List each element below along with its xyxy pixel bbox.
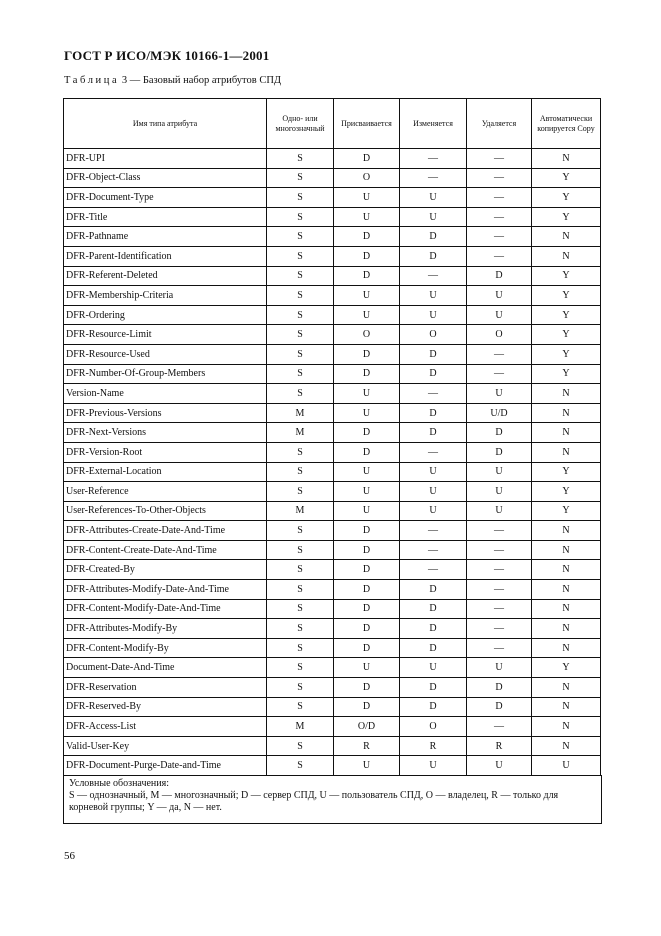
cell-modified: O — [400, 325, 467, 345]
cell-auto-copy: N — [532, 521, 601, 541]
cell-modified: O — [400, 717, 467, 737]
cell-attribute-name: DFR-Object-Class — [64, 168, 267, 188]
cell-attribute-name: DFR-Resource-Limit — [64, 325, 267, 345]
cell-assigned: U — [334, 462, 400, 482]
cell-auto-copy: Y — [532, 364, 601, 384]
table-row — [64, 521, 601, 541]
cell-deleted: U — [467, 286, 532, 306]
cell-modified: D — [400, 599, 467, 619]
cell-auto-copy: Y — [532, 305, 601, 325]
cell-deleted: O — [467, 325, 532, 345]
cell-attribute-name: DFR-Reserved-By — [64, 697, 267, 717]
cell-auto-copy: N — [532, 580, 601, 600]
cell-attribute-name: DFR-UPI — [64, 149, 267, 169]
cell-assigned: D — [334, 364, 400, 384]
table-caption-title: 3 — Базовый набор атрибутов СПД — [121, 75, 282, 86]
cell-multiplicity: S — [267, 697, 334, 717]
attributes-table — [63, 98, 601, 776]
cell-deleted: — — [467, 560, 532, 580]
page-number: 56 — [64, 850, 75, 862]
cell-attribute-name: DFR-Content-Create-Date-And-Time — [64, 540, 267, 560]
cell-attribute-name: DFR-Content-Modify-By — [64, 638, 267, 658]
cell-auto-copy: N — [532, 384, 601, 404]
cell-auto-copy: Y — [532, 325, 601, 345]
cell-auto-copy: Y — [532, 482, 601, 502]
cell-attribute-name: DFR-Parent-Identification — [64, 246, 267, 266]
cell-deleted: U — [467, 501, 532, 521]
cell-deleted: R — [467, 736, 532, 756]
table-row — [64, 325, 601, 345]
legend-notes — [63, 775, 602, 824]
header-attribute-name: Имя типа атрибута — [64, 99, 267, 149]
cell-assigned: D — [334, 521, 400, 541]
table-row — [64, 736, 601, 756]
cell-deleted: — — [467, 619, 532, 639]
table-row — [64, 286, 601, 306]
cell-deleted: — — [467, 580, 532, 600]
cell-assigned: U — [334, 188, 400, 208]
cell-deleted: — — [467, 246, 532, 266]
cell-attribute-name: Valid-User-Key — [64, 736, 267, 756]
cell-assigned: U — [334, 482, 400, 502]
cell-attribute-name: DFR-Title — [64, 207, 267, 227]
cell-modified: — — [400, 560, 467, 580]
table-caption — [64, 75, 281, 86]
table-row — [64, 717, 601, 737]
cell-multiplicity: S — [267, 560, 334, 580]
cell-deleted: — — [467, 638, 532, 658]
cell-multiplicity: S — [267, 540, 334, 560]
cell-attribute-name: DFR-Document-Type — [64, 188, 267, 208]
table-row — [64, 638, 601, 658]
cell-auto-copy: Y — [532, 344, 601, 364]
cell-modified: U — [400, 658, 467, 678]
cell-assigned: U — [334, 305, 400, 325]
cell-assigned: U — [334, 384, 400, 404]
cell-assigned: D — [334, 697, 400, 717]
cell-multiplicity: S — [267, 580, 334, 600]
cell-deleted: — — [467, 364, 532, 384]
cell-deleted: — — [467, 521, 532, 541]
cell-modified: — — [400, 168, 467, 188]
header-assigned: Присваивается — [334, 99, 400, 149]
cell-multiplicity: S — [267, 482, 334, 502]
cell-assigned: D — [334, 638, 400, 658]
table-body — [64, 149, 601, 776]
cell-modified: D — [400, 364, 467, 384]
legend-text: S — однозначный, М — многозначный; D — сервер СПД, U — пользователь СПД, О — владелец, R — только для корневой группы; Y — да, N — нет. — [69, 790, 559, 813]
cell-auto-copy: N — [532, 227, 601, 247]
cell-modified: D — [400, 580, 467, 600]
cell-deleted: U — [467, 305, 532, 325]
cell-deleted: — — [467, 168, 532, 188]
cell-multiplicity: S — [267, 188, 334, 208]
table-row — [64, 423, 601, 443]
table-row — [64, 678, 601, 698]
cell-modified: U — [400, 207, 467, 227]
table-row — [64, 442, 601, 462]
cell-deleted: D — [467, 678, 532, 698]
cell-modified: U — [400, 462, 467, 482]
table-row — [64, 560, 601, 580]
table-row — [64, 305, 601, 325]
cell-auto-copy: N — [532, 736, 601, 756]
cell-multiplicity: S — [267, 325, 334, 345]
cell-multiplicity: S — [267, 658, 334, 678]
table-row — [64, 188, 601, 208]
cell-attribute-name: DFR-Number-Of-Group-Members — [64, 364, 267, 384]
cell-modified: U — [400, 482, 467, 502]
cell-multiplicity: S — [267, 305, 334, 325]
cell-attribute-name: DFR-Membership-Criteria — [64, 286, 267, 306]
cell-auto-copy: N — [532, 149, 601, 169]
document-header: ГОСТ Р ИСО/МЭК 10166-1—2001 — [64, 48, 270, 63]
table-header-row — [64, 99, 601, 149]
cell-auto-copy: N — [532, 619, 601, 639]
table-row — [64, 227, 601, 247]
cell-deleted: U — [467, 462, 532, 482]
cell-attribute-name: DFR-Referent-Deleted — [64, 266, 267, 286]
cell-auto-copy: Y — [532, 286, 601, 306]
cell-auto-copy: N — [532, 246, 601, 266]
cell-auto-copy: N — [532, 678, 601, 698]
cell-assigned: D — [334, 423, 400, 443]
header-modified: Изменяется — [400, 99, 467, 149]
table-row — [64, 658, 601, 678]
cell-attribute-name: DFR-Next-Versions — [64, 423, 267, 443]
cell-modified: U — [400, 188, 467, 208]
table-row — [64, 149, 601, 169]
cell-attribute-name: User-References-To-Other-Objects — [64, 501, 267, 521]
cell-multiplicity: M — [267, 501, 334, 521]
cell-auto-copy: Y — [532, 266, 601, 286]
table-row — [64, 462, 601, 482]
cell-auto-copy: Y — [532, 462, 601, 482]
cell-assigned: D — [334, 149, 400, 169]
cell-assigned: D — [334, 560, 400, 580]
cell-deleted: U — [467, 384, 532, 404]
cell-deleted: U — [467, 482, 532, 502]
cell-multiplicity: S — [267, 364, 334, 384]
cell-deleted: — — [467, 717, 532, 737]
cell-multiplicity: S — [267, 344, 334, 364]
cell-attribute-name: Document-Date-And-Time — [64, 658, 267, 678]
cell-assigned: U — [334, 756, 400, 776]
cell-modified: R — [400, 736, 467, 756]
header-multiplicity: Одно- или многозначный — [267, 99, 334, 149]
cell-modified: D — [400, 678, 467, 698]
table-row — [64, 403, 601, 423]
cell-assigned: D — [334, 227, 400, 247]
cell-assigned: U — [334, 658, 400, 678]
cell-multiplicity: S — [267, 246, 334, 266]
cell-assigned: U — [334, 403, 400, 423]
legend-title: Условные обозначения: — [69, 778, 170, 789]
cell-deleted: D — [467, 697, 532, 717]
table-row — [64, 599, 601, 619]
cell-attribute-name: Version-Name — [64, 384, 267, 404]
cell-attribute-name: DFR-Version-Root — [64, 442, 267, 462]
cell-auto-copy: Y — [532, 501, 601, 521]
table-row — [64, 501, 601, 521]
cell-deleted: — — [467, 207, 532, 227]
cell-assigned: D — [334, 442, 400, 462]
cell-multiplicity: S — [267, 599, 334, 619]
cell-attribute-name: DFR-Access-List — [64, 717, 267, 737]
cell-attribute-name: DFR-Content-Modify-Date-And-Time — [64, 599, 267, 619]
cell-attribute-name: DFR-Attributes-Modify-By — [64, 619, 267, 639]
cell-multiplicity: S — [267, 207, 334, 227]
cell-auto-copy: Y — [532, 188, 601, 208]
cell-auto-copy: N — [532, 540, 601, 560]
cell-auto-copy: N — [532, 697, 601, 717]
table-row — [64, 266, 601, 286]
cell-deleted: U — [467, 756, 532, 776]
cell-modified: — — [400, 521, 467, 541]
cell-deleted: D — [467, 423, 532, 443]
cell-deleted: U/D — [467, 403, 532, 423]
cell-modified: D — [400, 638, 467, 658]
cell-attribute-name: DFR-Reservation — [64, 678, 267, 698]
cell-auto-copy: Y — [532, 168, 601, 188]
cell-auto-copy: Y — [532, 207, 601, 227]
cell-assigned: U — [334, 207, 400, 227]
cell-attribute-name: DFR-Previous-Versions — [64, 403, 267, 423]
cell-auto-copy: N — [532, 442, 601, 462]
table-row — [64, 697, 601, 717]
cell-attribute-name: DFR-Resource-Used — [64, 344, 267, 364]
cell-multiplicity: S — [267, 462, 334, 482]
table-row — [64, 344, 601, 364]
cell-modified: U — [400, 286, 467, 306]
cell-assigned: R — [334, 736, 400, 756]
cell-deleted: — — [467, 599, 532, 619]
cell-assigned: D — [334, 599, 400, 619]
cell-attribute-name: DFR-Attributes-Modify-Date-And-Time — [64, 580, 267, 600]
cell-multiplicity: S — [267, 442, 334, 462]
cell-deleted: — — [467, 344, 532, 364]
cell-assigned: D — [334, 540, 400, 560]
cell-multiplicity: S — [267, 756, 334, 776]
cell-attribute-name: DFR-Attributes-Create-Date-And-Time — [64, 521, 267, 541]
cell-multiplicity: S — [267, 678, 334, 698]
cell-auto-copy: Y — [532, 658, 601, 678]
cell-multiplicity: M — [267, 423, 334, 443]
header-auto-copy: Автоматически копируется Copy — [532, 99, 601, 149]
cell-modified: — — [400, 149, 467, 169]
cell-deleted: — — [467, 540, 532, 560]
cell-assigned: U — [334, 501, 400, 521]
cell-attribute-name: DFR-Pathname — [64, 227, 267, 247]
cell-multiplicity: S — [267, 149, 334, 169]
cell-modified: — — [400, 540, 467, 560]
table-row — [64, 168, 601, 188]
cell-multiplicity: M — [267, 403, 334, 423]
cell-assigned: D — [334, 678, 400, 698]
table-row — [64, 207, 601, 227]
cell-modified: D — [400, 344, 467, 364]
cell-attribute-name: DFR-External-Location — [64, 462, 267, 482]
cell-assigned: U — [334, 286, 400, 306]
cell-deleted: — — [467, 227, 532, 247]
table-row — [64, 756, 601, 776]
table-caption-label: Таблица — [64, 75, 120, 86]
table-row — [64, 482, 601, 502]
cell-modified: — — [400, 266, 467, 286]
cell-assigned: D — [334, 619, 400, 639]
cell-modified: D — [400, 227, 467, 247]
cell-modified: D — [400, 403, 467, 423]
cell-deleted: U — [467, 658, 532, 678]
cell-attribute-name: DFR-Ordering — [64, 305, 267, 325]
table-row — [64, 580, 601, 600]
table-row — [64, 384, 601, 404]
table-row — [64, 364, 601, 384]
cell-multiplicity: M — [267, 717, 334, 737]
cell-assigned: D — [334, 266, 400, 286]
cell-multiplicity: S — [267, 286, 334, 306]
cell-attribute-name: DFR-Document-Purge-Date-and-Time — [64, 756, 267, 776]
cell-modified: — — [400, 442, 467, 462]
cell-multiplicity: S — [267, 619, 334, 639]
cell-assigned: D — [334, 246, 400, 266]
cell-multiplicity: S — [267, 638, 334, 658]
cell-multiplicity: S — [267, 736, 334, 756]
cell-auto-copy: N — [532, 638, 601, 658]
cell-assigned: O/D — [334, 717, 400, 737]
cell-auto-copy: N — [532, 423, 601, 443]
cell-modified: D — [400, 697, 467, 717]
table-row — [64, 246, 601, 266]
cell-modified: U — [400, 756, 467, 776]
table-row — [64, 619, 601, 639]
cell-auto-copy: N — [532, 599, 601, 619]
cell-deleted: — — [467, 188, 532, 208]
cell-multiplicity: S — [267, 521, 334, 541]
cell-multiplicity: S — [267, 168, 334, 188]
cell-auto-copy: U — [532, 756, 601, 776]
cell-auto-copy: N — [532, 403, 601, 423]
table-row — [64, 540, 601, 560]
cell-attribute-name: DFR-Created-By — [64, 560, 267, 580]
cell-assigned: O — [334, 325, 400, 345]
cell-modified: D — [400, 246, 467, 266]
cell-multiplicity: S — [267, 266, 334, 286]
cell-assigned: D — [334, 580, 400, 600]
header-deleted: Удаляется — [467, 99, 532, 149]
cell-deleted: — — [467, 149, 532, 169]
cell-modified: — — [400, 384, 467, 404]
cell-modified: U — [400, 305, 467, 325]
cell-deleted: D — [467, 266, 532, 286]
cell-multiplicity: S — [267, 384, 334, 404]
cell-assigned: D — [334, 344, 400, 364]
cell-multiplicity: S — [267, 227, 334, 247]
cell-auto-copy: N — [532, 717, 601, 737]
cell-modified: U — [400, 501, 467, 521]
cell-auto-copy: N — [532, 560, 601, 580]
cell-deleted: D — [467, 442, 532, 462]
cell-attribute-name: User-Reference — [64, 482, 267, 502]
cell-modified: D — [400, 619, 467, 639]
cell-modified: D — [400, 423, 467, 443]
cell-assigned: O — [334, 168, 400, 188]
